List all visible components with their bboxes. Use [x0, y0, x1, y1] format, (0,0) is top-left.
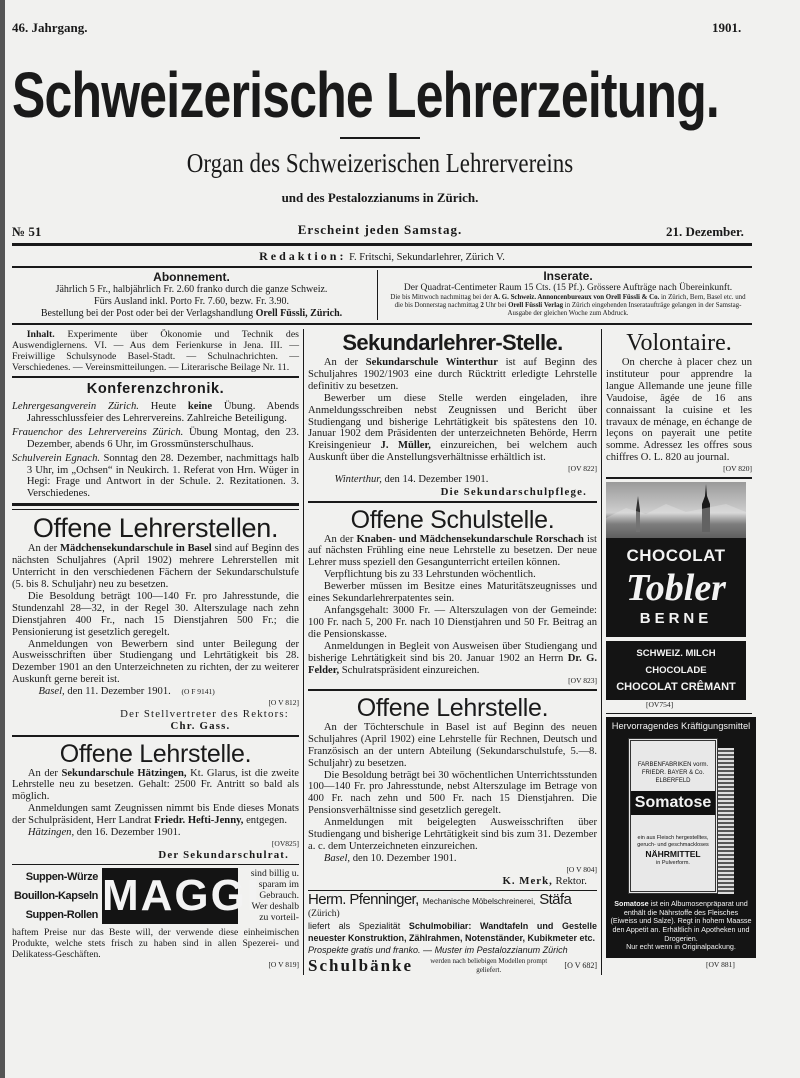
maggi-body: haftem Preise nur das Beste will, der verwende diese einheimischen Produkte, welche stets frisch zu haben sind in allen Spezerei- und Delikatess-Geschäften.: [12, 927, 299, 961]
konferenz-heading: Konferenzchronik.: [86, 381, 225, 397]
ad-paragraph: [308, 817, 597, 853]
subtitle: Organ des Schweizerischen Lehrervereins: [186, 148, 574, 178]
text-run: den 16. Dezember 1901.: [74, 827, 181, 839]
text-run: An der: [27, 543, 61, 555]
text-run: Experimente über Ökonomie und Technik des Auswendiglernens. VI. — Aus dem Ferienkurse in Jena. III. — Freiwillige Schulsynode Basel-Stadt. — Schulnachrichten. — Verschiedenes. — Vereinsmitteilungen. — Literarische Beilage Nr. 11.: [12, 329, 299, 373]
inserate-heading: Inserate.: [543, 269, 593, 283]
maggi-product: Bouillon-Kapseln: [13, 890, 98, 903]
somatose-product: Somatose: [631, 791, 715, 815]
ad-paragraph: [308, 393, 597, 464]
rule: [308, 501, 597, 503]
rule: [12, 864, 299, 866]
italic-text-run: Basel,: [38, 686, 65, 698]
package-side-icon: [718, 748, 734, 894]
somatose-maker: FARBENFABRIKEN vorm. FRIEDR. BAYER & Co. ELBERFELD: [637, 762, 709, 785]
somatose-body: [610, 900, 752, 952]
ad-reference: [OV 820]: [723, 464, 752, 474]
volume: 46. Jahrgang.: [12, 20, 88, 35]
bold-text-run: J. Müller,: [380, 440, 431, 452]
header-rule: [12, 243, 752, 246]
maggi-product: Suppen-Würze: [25, 871, 98, 884]
ad-paragraph: [12, 768, 299, 804]
text-run: entgegen.: [243, 815, 287, 827]
italic-text-run: Winterthur,: [334, 474, 382, 486]
bold-text-run: Sekundarschule Hätzingen,: [61, 767, 187, 779]
ad-code: (O F 9141): [181, 687, 215, 697]
ad-signature-row: [308, 875, 597, 887]
konferenz-entry: [12, 427, 299, 451]
inserate-details: [384, 294, 752, 318]
ad-rorschach: [308, 506, 597, 687]
issue-number: № 51: [12, 224, 42, 239]
column-2: [304, 329, 602, 975]
ad-paragraph: [308, 605, 597, 641]
ad-paragraph: [308, 357, 597, 393]
text-run: Die Besoldung beträgt 100—140 Fr. pro Jahresstunde, die Stundenzahl 28—32, in der Regel 30. Alterszulage nach zehn Dienstjahren 400 Fr., nach 15 Dienstjahren 500 Fr.; die Pensionierung ist gesetzlich geregelt.: [12, 590, 299, 638]
ad-reference: [OV825]: [271, 838, 299, 848]
ad-reference: [O V 819]: [268, 960, 299, 970]
ad-signature-title: Rektor.: [555, 874, 587, 887]
text-run: den 11. Dezember 1901.: [64, 686, 171, 698]
tobler-city: BERNE: [639, 609, 713, 627]
text-run: An der: [323, 533, 357, 545]
somatose-package-image: [628, 738, 718, 894]
ad-heading: Offene Schulstelle.: [350, 505, 555, 534]
ad-heading: Offene Lehrerstellen.: [32, 513, 279, 544]
bold-text-run: Inhalt.: [26, 329, 55, 340]
abonnement-line: Fürs Ausland inkl. Porto Fr. 7.60, bezw. Fr. 3.90.: [94, 296, 289, 307]
text-run: Schulratspräsident einzureichen.: [339, 664, 480, 676]
ad-signature: Chr. Gass.: [170, 720, 231, 733]
ad-dateline: [39, 686, 171, 697]
ad-reference: [OV 881]: [706, 959, 735, 969]
bold-text-run: Orell Füssli, Zürich.: [255, 308, 343, 319]
pfenninger-place: Stäfa: [539, 891, 572, 909]
ad-volontaire: [606, 329, 752, 474]
ad-reference: [O V 812]: [268, 698, 299, 708]
tobler-line-2: SCHWEIZ. MILCH CHOCOLADE: [636, 647, 716, 676]
alps-skyline-image: [606, 482, 746, 538]
text-run: An der: [323, 357, 366, 368]
text-run: liefert als Spezialität: [308, 921, 409, 932]
maggi-product: Suppen-Rollen: [25, 909, 98, 922]
somatose-label: ein aus Fleisch hergestelltes, geruch- und geschmackloses: [637, 835, 709, 849]
text-run: Anmeldungen mit beigelegten Ausweisschriften über Studiengang und bisherige Lehrtätigkeit sind bis zum 31. Dezember a. c. dem Unterzeichneten einzureichen.: [308, 817, 597, 852]
year: 1901.: [712, 20, 742, 35]
text-run: ist auf nächsten Frühling eine neue Lehrstelle zu besetzen. Der neue Lehrer muss speziell den Gesangunterricht erteilen können.: [308, 533, 597, 569]
konferenz-entry: [12, 401, 299, 425]
abonnement-order: [12, 308, 371, 320]
text-run: Verpflichtung bis zu 33 Lehrstunden wöchentlich.: [323, 569, 536, 581]
ad-somatose: [606, 717, 756, 958]
text-run: An der: [27, 767, 62, 779]
text-run: Bestellung bei der Post oder bei der Verlagshandlung: [40, 308, 256, 319]
inserate-price: Der Quadrat-Centimeter Raum 15 Cts. (15 Pf.). Grössere Aufträge nach Übereinkunft.: [403, 283, 733, 293]
bold-text-run: Wandtafeln und Gestelle neuester Konstruktion, Zählrahmen, Notenständer, Kubikmeter etc.: [308, 921, 597, 944]
text-run: Anfangsgehalt: 3000 Fr. — Alterszulagen von der Gemeinde: 100 Fr. nach 5, 200 Fr. nach 10 Dienstjahren und 50 Fr. Beitrag an die Pensionskasse.: [308, 605, 597, 640]
abonnement-heading: Abonnement.: [153, 270, 230, 284]
ad-paragraph: [12, 591, 299, 639]
text-run: Kt. Glarus, ist die zweite Lehrstelle neu zu besetzen. Gehalt: 2500 Fr. Antritt so bald als möglich.: [12, 767, 299, 803]
ad-paragraph: [308, 569, 597, 581]
konferenzchronik: [12, 381, 299, 500]
text-run: Die bis Mittwoch nachmittag bei der: [390, 294, 494, 301]
page-edge: [0, 0, 5, 1078]
pfenninger-product: Schulbänke: [308, 956, 414, 976]
italic-text-run: Frauenchor des Lehrervereins Zürich.: [12, 426, 184, 438]
bold-text-run: keine: [187, 401, 213, 412]
somatose-label-3: in Pulverform.: [656, 860, 690, 867]
text-run: [471, 921, 480, 931]
text-run: einzureichen, bei welchem auch Auskunft über die Anstellungsverhältnisse erhältlich ist.: [308, 440, 598, 464]
church-tower-icon: [606, 482, 746, 538]
ad-paragraph: [308, 641, 597, 677]
somatose-description: [610, 900, 752, 943]
ad-dateline: [12, 827, 299, 839]
text-run: den 14. Dezember 1901.: [381, 474, 489, 486]
pfenninger-prospekte: Prospekte gratis und franko. — Muster im Pestalozzianum Zürich: [308, 945, 568, 956]
column-1: [12, 329, 304, 975]
text-run: Anmeldungen in Begleit von Ausweisen über Studiengang und bisherige Lehrtätigkeit sind bis 20. Januar 1902 an Herrn: [308, 640, 597, 664]
ad-winterthur: [308, 329, 597, 498]
text-run: Anmeldungen von Bewerbern sind unter Beilegung der Ausweisschriften über Studiengang und Lehrtätigkeit bis 28. Dezember 1901 an den Unterzeichneten zu richten, der zu weiterer Auskunft gerne bereit ist.: [12, 638, 299, 686]
text-run: den 10. Dezember 1901.: [350, 852, 457, 864]
somatose-label-2: NÄHRMITTEL: [645, 849, 701, 860]
subtitle-2: und des Pestalozzianums in Zürich.: [281, 190, 479, 205]
page-body: [12, 266, 752, 975]
ad-toechterschule: [308, 694, 597, 887]
text-run: Bewerber müssen im Besitze eines Maturitätszeugnisses und eines Sekundarlehrerpatentes sein.: [308, 581, 597, 605]
redaktion: [12, 249, 752, 264]
column-3: [602, 329, 752, 975]
text-run: Übung Montag, den 23. Dezember, abends 6 Uhr, im Grossmünsterschulhaus.: [26, 426, 300, 450]
frequency: Erscheint jeden Samstag.: [297, 222, 463, 237]
ad-paragraph: [308, 770, 597, 818]
italic-text-run: Basel,: [323, 852, 351, 864]
text-run: ist ein Albumosenpräparat und enthält die Nährstoffe des Fleisches (Eiweiss und Salze). Regt in hohem Maasse den Appetit an. Erhältlich in Apotheken und Drogerien.: [610, 899, 752, 943]
ad-signature: K. Merk,: [502, 874, 553, 887]
ad-paragraph: [308, 581, 597, 605]
bold-text-run: Somatose: [614, 899, 649, 909]
ad-paragraph: [308, 722, 597, 770]
somatose-heading: Hervorragendes Kräftigungsmittel: [611, 721, 751, 732]
text-run: An der Töchterschule in Basel ist auf Beginn des neuen Schuljahres (April 1902) eine Lehrstelle für Rechnen, Deutsch und Französisch an der untern Abteilung (Sekundarschulstufe, 5.—8. Schuljahr) zu besetzen.: [308, 721, 597, 769]
text-run: Anmeldungen samt Zeugnissen nimmt bis Ende dieses Monats der Schulpräsident, Herr Landrat: [12, 803, 299, 827]
ad-signature: Die Sekundarschulpflege.: [440, 486, 587, 499]
pfenninger-trade: Mechanische Möbelschreinerei,: [422, 897, 536, 907]
abonnement-line: Jährlich 5 Fr., halbjährlich Fr. 2.60 franko durch die ganze Schweiz.: [55, 284, 328, 295]
konferenz-entry: [12, 453, 299, 501]
text-run: Die Besoldung beträgt bei 30 wöchentlichen Unterrichtsstunden 100—140 Fr. pro Jahresstunde, nebst Alterszulage im Betrage von 400 Fr. nach zehn und 500 Fr. nach 15 Dienstjahren. Die Pensionsverhältnisse sind gesetzlich geregelt.: [308, 769, 597, 817]
bold-text-run: Orell Füssli Verlag: [508, 302, 564, 309]
ad-reference: [OV754]: [646, 699, 674, 709]
tobler-brand: Tobler: [626, 566, 726, 609]
redaktion-label: Redaktion:: [259, 249, 347, 263]
text-run: sind auf Beginn des nächsten Schuljahres (April 1902) mehrere Lehrerstellen mit Unterricht in den verschiedenen Fächern der Sekundarschulstufe (5. bis 8. Schuljahr) neu zu besetzen.: [12, 543, 299, 590]
inhalt: [12, 329, 299, 373]
pfenninger-place-2: (Zürich): [308, 909, 340, 920]
ad-paragraph: [12, 543, 299, 591]
tobler-banner: [606, 641, 746, 700]
table-of-contents: [12, 329, 299, 373]
ad-heading: Volontaire.: [626, 330, 732, 356]
rule: [606, 477, 752, 479]
abonnement-box: [12, 270, 378, 320]
bold-text-run: Knaben- und Mädchensekundarschule Rorschach: [356, 533, 584, 545]
ad-maggi: [12, 868, 299, 970]
bold-text-run: Sekundarschule Winterthur: [365, 357, 498, 368]
ad-dateline-row: [12, 686, 299, 698]
tobler-panel: [606, 538, 746, 637]
ad-reference: [OV 822]: [568, 464, 597, 474]
issue-date: 21. Dezember.: [666, 224, 744, 239]
ad-haetzingen: [12, 740, 299, 861]
text-run: in Zürich, Bern, Basel etc. und die bis Donnerstag nachmittag: [394, 294, 746, 309]
somatose-package: [610, 738, 752, 894]
ad-paragraph: On cherche à placer chez un instituteur pour apprendre la langue Allemande une jeune fille Vaudoise, âgée de 16 ans connaissant la cuisine et les travaux de ménage, en échange de leçons on payerait une petite somme. Adressez les offres sous chiffres O. L. 820 au journal.: [606, 357, 752, 464]
pfenninger-name: Herm. Pfenninger,: [308, 891, 419, 909]
inserate-box: [378, 270, 752, 320]
newspaper-title: Schweizerische Lehrerzeitung.: [12, 59, 719, 131]
bold-text-run: Mädchensekundarschule in Basel: [60, 543, 212, 555]
text-run: Sonntag den 28. Dezember, nachmittags halb 3 Uhr, im „Ochsen“ in Neukirch. 1. Referat von Hrn. Wüger in Hegi: Frage und Antwort in der Schule. 2. Rezitationen. 3. Verschiedenes.: [26, 452, 299, 500]
pfenninger-delivery: werden nach beliebigen Modellen prompt geliefert.: [430, 957, 548, 975]
ad-paragraph: [308, 534, 597, 570]
text-run: Übung. Abends Jahresschlussfeier des Lehrervereins. Zahlreiche Beteiligung.: [26, 401, 299, 424]
ad-reference: [O V 682]: [564, 961, 597, 971]
maggi-side-text: sind billig u. sparam im Gebrauch. Wer deshalb zu vorteil-: [250, 868, 299, 924]
rule: [12, 376, 299, 378]
text-run: in Zürich eingehenden Inserataufträge gelangen in der Samstag-Ausgabe der gleichen Woche zum Abdruck.: [507, 302, 742, 317]
text-run: ist auf Beginn des Schuljahres 1902/1903 eine durch Rücktritt erledigte Lehrstelle definitiv zu besetzen.: [308, 357, 597, 392]
italic-text-run: Hätzingen,: [27, 827, 75, 839]
tobler-line-1: CHOCOLAT: [626, 545, 726, 565]
bold-text-run: A. G. Schweiz. Annoncenbureaux von Orell Füssli & Co.: [493, 294, 660, 301]
maggi-logo: MAGGI: [102, 868, 238, 924]
somatose-note: Nur echt wenn in Originalpackung.: [626, 942, 736, 952]
italic-text-run: Schulverein Egnach.: [12, 452, 101, 464]
ad-signature: Der Sekundarschulrat.: [158, 848, 289, 861]
ad-dateline: [308, 474, 597, 486]
ad-dateline: [308, 853, 597, 865]
ad-reference: [O V 804]: [566, 864, 597, 874]
bold-text-run: Dr. G. Felder,: [308, 652, 597, 676]
info-row: [12, 266, 752, 325]
title-rule: [340, 137, 420, 139]
bold-text-run: Schulmobiliar:: [408, 921, 472, 932]
rule: [308, 689, 597, 691]
rule: [606, 713, 752, 715]
maggi-products: [12, 868, 98, 925]
italic-text-run: Lehrergesangverein Zürich.: [12, 401, 139, 412]
bold-text-run: Friedr. Hefti-Jenny,: [154, 815, 244, 827]
ad-signature-title: Der Stellvertreter des Rektors:: [120, 708, 289, 721]
ad-heading: Offene Lehrstelle.: [356, 693, 549, 722]
bold-text-run: 2: [480, 302, 484, 309]
ad-basel-lehrerstellen: [12, 513, 299, 732]
ad-heading: Offene Lehrstelle.: [59, 739, 252, 768]
ad-tobler: [606, 482, 746, 710]
text-run: Bewerber um diese Stelle werden eingeladen, ihre Anmeldungsschreiben nebst Zeugnissen und Bericht über Studiengang und bisherige Lehrtätigkeit bis spätestens den 10. Januar 1902 dem Präsidenten der unterzeichneten Behörde, Herrn Kreisingenieur: [308, 392, 597, 452]
double-rule: [12, 503, 299, 510]
pfenninger-body: [308, 920, 597, 944]
text-run: Heute: [138, 401, 188, 412]
rule: [12, 735, 299, 737]
ad-reference: [OV 823]: [568, 676, 597, 686]
ad-heading: Sekundarlehrer-Stelle.: [342, 330, 563, 355]
tobler-line-3: CHOCOLAT CRÊMANT: [616, 680, 736, 693]
ad-paragraph: [12, 639, 299, 687]
redaktion-text: F. Fritschi, Sekundarlehrer, Zürich V.: [349, 252, 505, 263]
text-run: Uhr bei: [483, 302, 509, 309]
columns: [12, 329, 752, 975]
ad-pfenninger: [308, 891, 597, 976]
ad-paragraph: [12, 803, 299, 827]
